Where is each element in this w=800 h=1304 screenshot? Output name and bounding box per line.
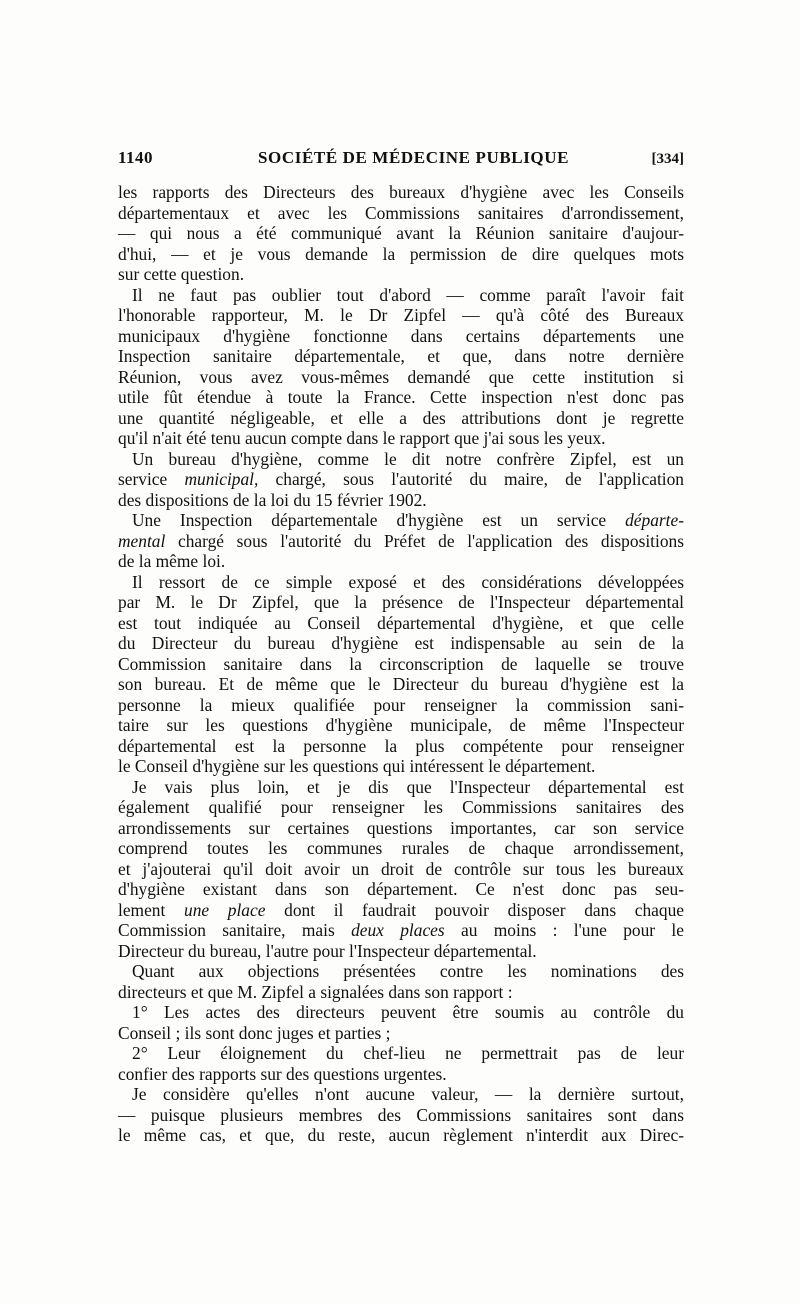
text-line: d'hui, — et je vous demande la permission de dire quelques mots <box>118 243 684 264</box>
text-line <box>118 920 684 941</box>
text-line: sur cette question. <box>118 264 245 284</box>
italic-text: deux places <box>351 920 445 940</box>
text-line: est tout indiquée au Conseil départemental d'hygiène, et que celle <box>118 612 684 633</box>
text-line: Quant aux objections présentées contre les nominations des <box>132 961 684 981</box>
text-line: de la même loi. <box>118 551 226 571</box>
text-line <box>118 531 684 552</box>
italic-text: départe- <box>625 510 684 530</box>
text-line: 1° Les actes des directeurs peuvent être soumis au contrôle du <box>132 1002 684 1022</box>
text-line: Inspection sanitaire départementale, et que, dans notre dernière <box>118 346 684 366</box>
text-segment: lement <box>118 899 184 920</box>
text-segment: service <box>118 469 185 489</box>
page-header <box>118 148 684 172</box>
text-line: son bureau. Et de même que le Directeur du bureau d'hygiène est la <box>118 674 684 694</box>
text-line: Un bureau d'hygiène, comme le dit notre confrère Zipfel, est un <box>132 448 684 469</box>
text-line: directeurs et que M. Zipfel a signalées dans son rapport : <box>118 981 513 1002</box>
text-line: confier des rapports sur des questions urgentes. <box>118 1063 447 1084</box>
text-line: Commission sanitaire dans la circonscription de laquelle se trouve <box>118 653 684 674</box>
text-line: Il ressort de ce simple exposé et des considérations développées <box>132 571 684 592</box>
text-line: départementaux et avec les Commissions sanitaires d'arrondissement, <box>118 202 684 223</box>
text-line: par M. le Dr Zipfel, que la présence de l'Inspecteur départemental <box>118 592 684 612</box>
text-segment: Commission sanitaire, mais <box>118 920 352 940</box>
text-line: et j'ajouterai qu'il doit avoir un droit de contrôle sur tous les bureaux <box>118 858 684 879</box>
italic-text: municipal, <box>184 469 259 489</box>
text-segment: chargé sous l'autorité du Préfet de l'application des dispositions <box>165 530 684 551</box>
page-mark: [334] <box>651 151 684 167</box>
text-line <box>118 469 684 490</box>
text-line: Il ne faut pas oublier tout d'abord — comme paraît l'avoir fait <box>132 284 684 305</box>
text-line: arrondissements sur certaines questions importantes, car son service <box>118 817 684 838</box>
text-line: le même cas, et que, du reste, aucun règlement n'interdit aux Direc- <box>118 1125 684 1145</box>
text-line: Réunion, vous avez vous-mêmes demandé que cette institution si <box>118 366 684 387</box>
text-line: des dispositions de la loi du 15 février 1902. <box>118 489 427 510</box>
text-line: d'hygiène existant dans son département. Ce n'est donc pas seu- <box>118 879 684 899</box>
text-line: Conseil ; ils sont donc juges et parties ; <box>118 1022 391 1043</box>
text-line: — puisque plusieurs membres des Commissions sanitaires sont dans <box>118 1104 684 1125</box>
italic-text: une place <box>184 899 266 920</box>
text-segment: Une Inspection départementale d'hygiène est un service <box>132 510 626 530</box>
text-segment: chargé, sous l'autorité du maire, de l'application <box>258 469 685 489</box>
text-line <box>118 900 684 921</box>
text-line: Je considère qu'elles n'ont aucune valeur, — la dernière surtout, <box>132 1084 684 1104</box>
italic-text: mental <box>118 530 166 551</box>
text-line: départemental est la personne la plus compétente pour renseigner <box>118 735 684 756</box>
page-number: 1140 <box>118 148 154 167</box>
text-line: Je vais plus loin, et je dis que l'Inspecteur départemental est <box>132 776 684 797</box>
text-segment: au moins : l'une pour le <box>444 920 684 940</box>
text-line: Directeur du bureau, l'autre pour l'Inspecteur départemental. <box>118 940 537 961</box>
text-line: personne la mieux qualifiée pour renseigner la commission sani- <box>118 694 684 715</box>
body-text <box>118 182 684 1146</box>
text-line <box>118 510 684 531</box>
text-line: du Directeur du bureau d'hygiène est indispensable au sein de la <box>118 633 684 653</box>
text-line: utile fût étendue à toute la France. Cette inspection n'est donc pas <box>118 387 684 407</box>
text-line: le Conseil d'hygiène sur les questions qui intéressent le département. <box>118 756 596 776</box>
text-line: 2° Leur éloignement du chef-lieu ne permettrait pas de leur <box>132 1043 684 1063</box>
text-line: l'honorable rapporteur, M. le Dr Zipfel — qu'à côté des Bureaux <box>118 305 684 325</box>
text-line: une quantité négligeable, et elle a des attributions dont je regrette <box>118 407 684 428</box>
text-line: — qui nous a été communiqué avant la Réunion sanitaire d'aujour- <box>118 223 684 243</box>
text-line: qu'il n'ait été tenu aucun compte dans le rapport que j'ai sous les yeux. <box>118 428 606 448</box>
text-line: taire sur les questions d'hygiène municipale, de même l'Inspecteur <box>118 715 684 735</box>
text-segment: dont il faudrait pouvoir disposer dans chaque <box>265 899 684 920</box>
text-line: également qualifié pour renseigner les Commissions sanitaires des <box>118 797 684 817</box>
text-line: les rapports des Directeurs des bureaux d'hygiène avec les Conseils <box>118 182 684 202</box>
text-line: comprend toutes les communes rurales de chaque arrondissement, <box>118 838 684 858</box>
text-line: municipaux d'hygiène fonctionne dans certains départements une <box>118 325 684 346</box>
running-title: SOCIÉTÉ DE MÉDECINE PUBLIQUE <box>258 148 570 167</box>
